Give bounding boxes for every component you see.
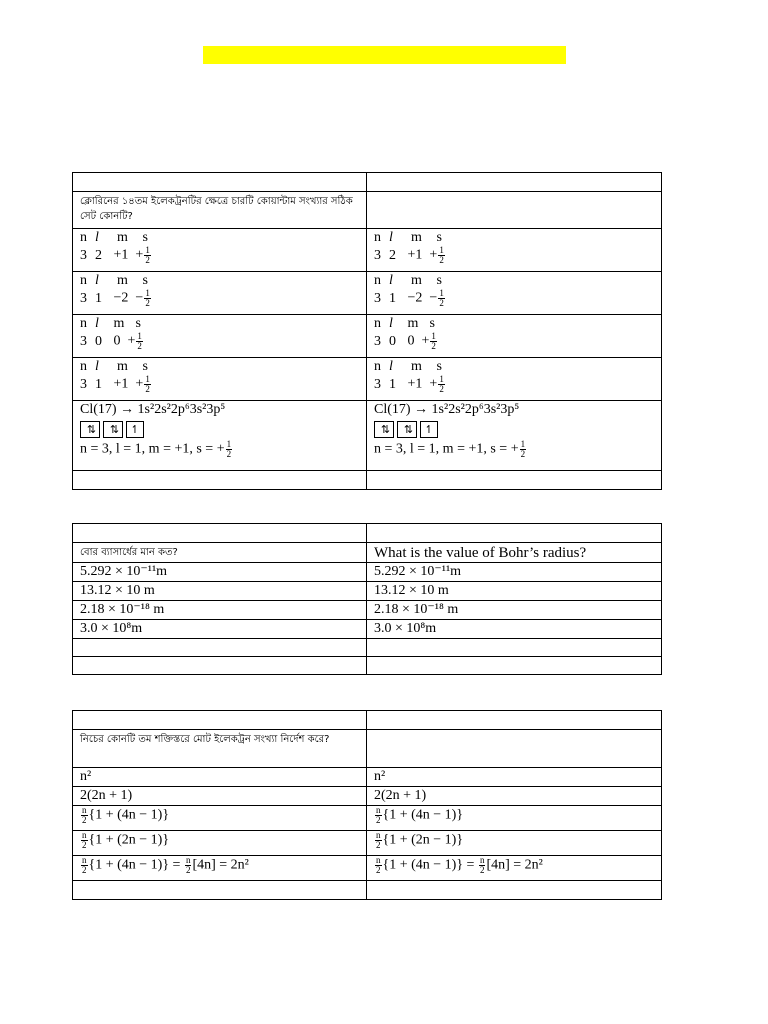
option-cell: n l m s 3 1 −2 − $\frac{1}{2}$ [73, 272, 367, 315]
option-cell: 13.12 × 10 m [73, 582, 367, 601]
option-row [73, 582, 662, 601]
option-cell: n l m s 3 1 −2 − $\frac{1}{2}$ [367, 272, 662, 315]
table-row [73, 711, 662, 730]
option-cell: 2.18 × 10⁻¹⁸ m [73, 601, 367, 620]
quantum-numbers-table [72, 172, 662, 490]
question-row [73, 543, 662, 563]
option-cell: n l m s 3 0 0 + $\frac{1}{2}$ [367, 315, 662, 358]
orbital-box: ⇅ [103, 421, 123, 438]
question-bengali: বোর ব্যাসার্ধের মান কত? [80, 547, 178, 558]
option-cell: $\frac{n}{2}$ {1 + (4n − 1)} [367, 806, 662, 831]
option-cell: 2(2n + 1) [73, 787, 367, 806]
electron-config: Cl(17) → 1s²2s²2p⁶3s²3p⁵ [80, 402, 226, 417]
option-cell: 3.0 × 10⁸m [367, 620, 662, 639]
orbital-boxes [80, 421, 359, 438]
orbital-box: ↿ [126, 421, 144, 438]
answer-line: n = 3, l = 1, m = +1, s = + [374, 441, 519, 457]
option-row [73, 831, 662, 856]
option-row [73, 563, 662, 582]
option-cell: $\frac{n}{2}$ {1 + (2n − 1)} [73, 831, 367, 856]
option-cell: 3.0 × 10⁸m [73, 620, 367, 639]
option-row [73, 787, 662, 806]
table-row [73, 881, 662, 900]
table-row [73, 192, 662, 229]
bohr-radius-table [72, 523, 662, 675]
option-row [73, 315, 662, 358]
option-cell: 5.292 × 10⁻¹¹m [73, 563, 367, 582]
option-cell: 2.18 × 10⁻¹⁸ m [367, 601, 662, 620]
orbital-box: ⇅ [80, 421, 100, 438]
orbital-box: ⇅ [374, 421, 394, 438]
orbital-boxes [374, 421, 654, 438]
question-bengali: নিচের কোনটি তম শক্তিস্তরে মোট ইলেকট্রন সংখ্যা নির্দেশ করে? [80, 734, 330, 745]
question-bengali: ক্লোরিনের ১৪তম ইলেকট্রনটির ক্ষেত্রে চারটি কোয়ান্টাম সংখ্যার সঠিক সেট কোনটি? [80, 196, 353, 222]
option-row [73, 358, 662, 401]
option-cell: n l m s 3 2 +1 + $\frac{1}{2}$ [367, 229, 662, 272]
option-row [73, 601, 662, 620]
table-row [73, 639, 662, 657]
answer-line: n = 3, l = 1, m = +1, s = + [80, 441, 225, 457]
energy-level-table [72, 710, 662, 900]
explanation-cell: Cl(17) → 1s²2s²2p⁶3s²3p⁵ ⇅ ⇅ ↿ n = 3, l = 1, m = +1, s = + $\frac{1}{2}$ [367, 401, 662, 471]
explanation-cell: Cl(17) → 1s²2s²2p⁶3s²3p⁵ ⇅ ⇅ ↿ n = 3, l = 1, m = +1, s = + $\frac{1}{2}$ [73, 401, 367, 471]
option-row [73, 620, 662, 639]
option-row [73, 856, 662, 881]
question-english: What is the value of Bohr’s radius? [374, 545, 587, 561]
option-row [73, 229, 662, 272]
explanation-row [73, 401, 662, 471]
table-row [73, 524, 662, 543]
option-row [73, 272, 662, 315]
option-cell: $\frac{n}{2}$ {1 + (2n − 1)} [367, 831, 662, 856]
option-cell: n l m s 3 1 +1 + $\frac{1}{2}$ [367, 358, 662, 401]
option-cell: n² [367, 768, 662, 787]
table-row [73, 173, 662, 192]
option-cell: n l m s 3 2 +1 + $\frac{1}{2}$ [73, 229, 367, 272]
table-row [73, 471, 662, 490]
electron-config: Cl(17) → 1s²2s²2p⁶3s²3p⁵ [374, 402, 520, 417]
option-cell: 2(2n + 1) [367, 787, 662, 806]
option-cell: 13.12 × 10 m [367, 582, 662, 601]
option-cell: n l m s 3 1 +1 + $\frac{1}{2}$ [73, 358, 367, 401]
option-cell: $\frac{n}{2}$ {1 + (4n − 1)} = $\frac{n}{2}$ [4n] = 2n² [367, 856, 662, 881]
option-cell: $\frac{n}{2}$ {1 + (4n − 1)} = $\frac{n}{2}$ [4n] = 2n² [73, 856, 367, 881]
option-cell: n l m s 3 0 0 + $\frac{1}{2}$ [73, 315, 367, 358]
option-row [73, 768, 662, 787]
question-row [73, 730, 662, 768]
table-row [73, 657, 662, 675]
orbital-box: ↿ [420, 421, 438, 438]
option-cell: 5.292 × 10⁻¹¹m [367, 563, 662, 582]
option-cell: n² [73, 768, 367, 787]
orbital-box: ⇅ [397, 421, 417, 438]
option-row [73, 806, 662, 831]
highlight-bar [203, 46, 566, 64]
option-cell: $\frac{n}{2}$ {1 + (4n − 1)} [73, 806, 367, 831]
